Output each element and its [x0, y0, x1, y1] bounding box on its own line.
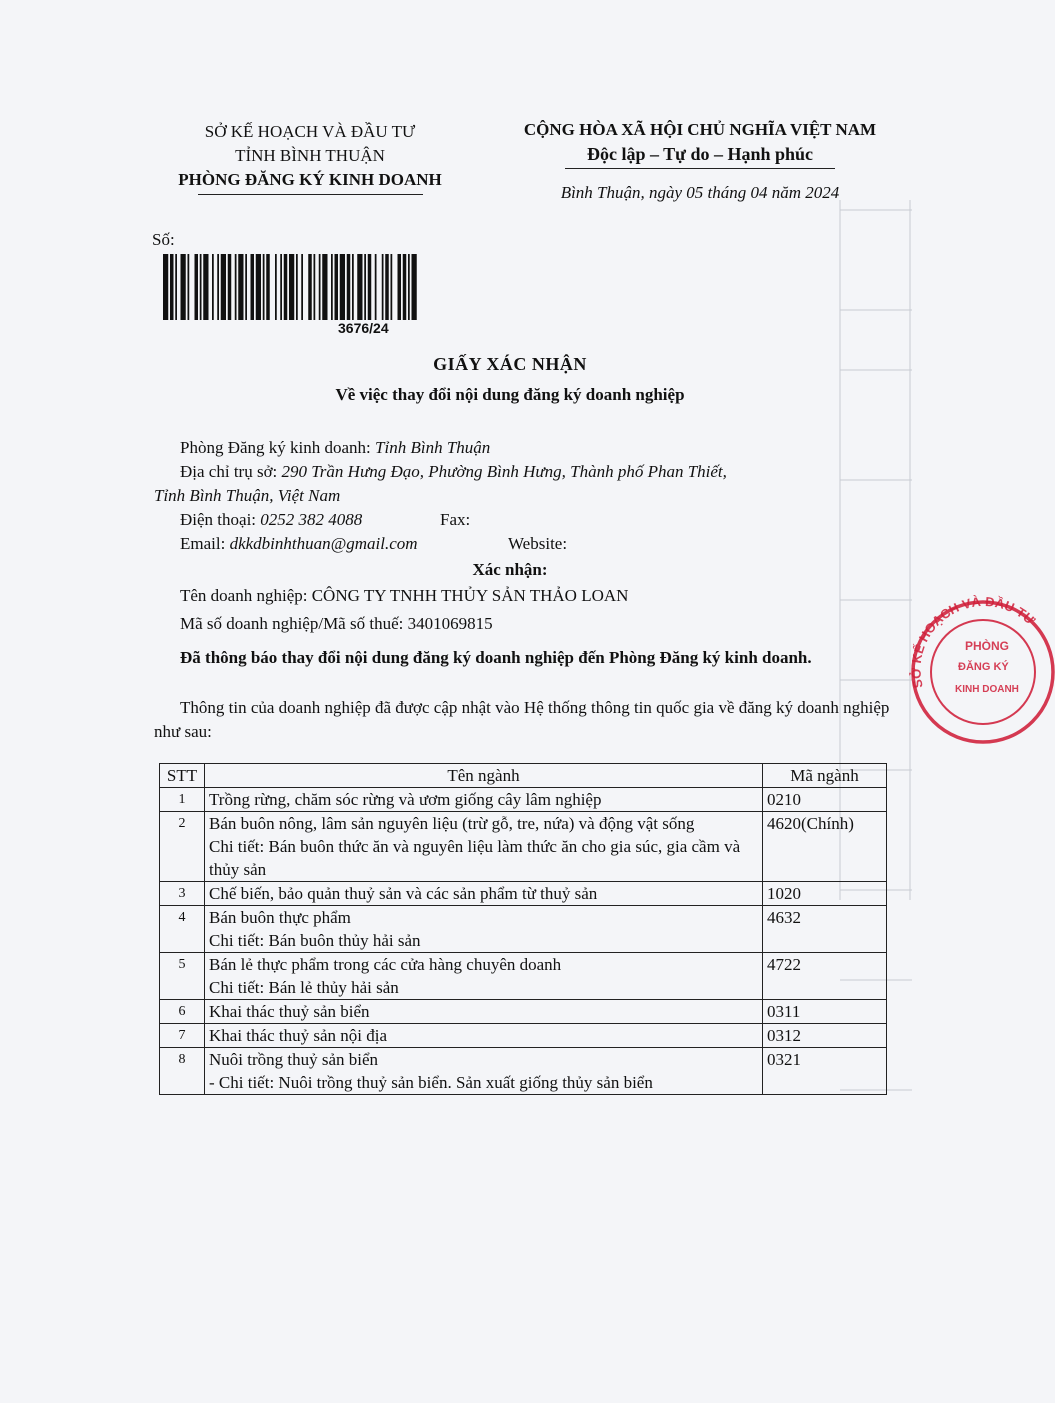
- row-code: 0312: [763, 1024, 887, 1048]
- issue-date: Bình Thuận, ngày 05 tháng 04 năm 2024: [560, 183, 840, 202]
- row-name-cell: [205, 1000, 763, 1024]
- office-email-line: [180, 532, 418, 556]
- office-website-label: Website:: [508, 534, 568, 553]
- barcode-number: 3676/24: [338, 320, 389, 336]
- tax-id-value: 3401069815: [407, 614, 493, 633]
- stamp-text-2: ĐĂNG KÝ: [958, 661, 1009, 673]
- row-stt: 1: [160, 788, 205, 812]
- table-row: [160, 882, 887, 906]
- row-name: Bán buôn thực phẩm: [209, 908, 351, 927]
- row-stt: 6: [160, 1000, 205, 1024]
- tax-id-line: [180, 612, 493, 636]
- motto-underline: [565, 168, 835, 169]
- office-address-value-cont: Tỉnh Bình Thuận, Việt Nam: [154, 486, 341, 505]
- office-email-value: dkkdbinhthuan@gmail.com: [229, 534, 418, 553]
- row-name-cell: [205, 1048, 763, 1095]
- document-subtitle: Về việc thay đổi nội dung đăng ký doanh nghiệp: [335, 385, 685, 404]
- office-name-line: [180, 436, 490, 460]
- office-name-label: Phòng Đăng ký kinh doanh:: [180, 438, 371, 457]
- row-name: Bán lẻ thực phẩm trong các cửa hàng chuyên doanh: [209, 955, 562, 974]
- issuer-line3: PHÒNG ĐĂNG KÝ KINH DOANH: [178, 170, 442, 189]
- row-stt: 5: [160, 953, 205, 1000]
- office-email-label: Email:: [180, 534, 226, 553]
- business-lines-table: [159, 763, 887, 1095]
- office-address-value: 290 Trần Hưng Đạo, Phường Bình Hưng, Thành phố Phan Thiết,: [281, 462, 727, 481]
- row-detail: - Chi tiết: Nuôi trồng thuỷ sản biển. Sản xuất giống thủy sản biển: [209, 1073, 653, 1092]
- row-name: Bán buôn nông, lâm sản nguyên liệu (trừ gỗ, tre, nứa) và động vật sống: [209, 814, 695, 833]
- table-row: [160, 1024, 887, 1048]
- row-stt: 3: [160, 882, 205, 906]
- row-detail: Chi tiết: Bán buôn thủy hải sản: [209, 931, 421, 950]
- row-name-cell: [205, 788, 763, 812]
- header-name: Tên ngành: [205, 764, 763, 788]
- row-name-cell: [205, 882, 763, 906]
- row-detail: Chi tiết: Bán lẻ thủy hải sản: [209, 978, 399, 997]
- office-address-label: Địa chỉ trụ sở:: [180, 462, 278, 481]
- table-row: [160, 788, 887, 812]
- row-name: Khai thác thuỷ sản nội địa: [209, 1026, 387, 1045]
- issuer-underline: [198, 194, 423, 195]
- row-stt: 7: [160, 1024, 205, 1048]
- info-paragraph: Thông tin của doanh nghiệp đã được cập nhật vào Hệ thống thông tin quốc gia về đăng ký doanh nghiệp như sau:: [154, 698, 890, 741]
- row-code: 4632: [763, 906, 887, 953]
- table-body: [160, 788, 887, 1095]
- national-header: [500, 118, 900, 205]
- row-code: 4620(Chính): [763, 812, 887, 882]
- header-code: Mã ngành: [763, 764, 887, 788]
- document-number-label: Số:: [152, 230, 175, 249]
- confirm-heading: Xác nhận:: [472, 560, 548, 579]
- notice-paragraph: Đã thông báo thay đổi nội dung đăng ký doanh nghiệp đến Phòng Đăng ký kinh doanh.: [180, 648, 812, 667]
- office-phone-value: 0252 382 4088: [260, 510, 363, 529]
- issuer-header: [150, 120, 470, 195]
- issuer-line2: TỈNH BÌNH THUẬN: [235, 146, 385, 165]
- office-phone-line: [180, 508, 580, 532]
- national-title: CỘNG HÒA XÃ HỘI CHỦ NGHĨA VIỆT NAM: [523, 120, 877, 139]
- table-row: [160, 953, 887, 1000]
- header-stt: STT: [160, 764, 205, 788]
- row-stt: 4: [160, 906, 205, 953]
- table-row: [160, 812, 887, 882]
- row-name: Trồng rừng, chăm sóc rừng và ươm giống cây lâm nghiệp: [209, 790, 602, 809]
- office-address-line: [180, 460, 727, 484]
- row-name: Khai thác thuỷ sản biển: [209, 1002, 370, 1021]
- table-row: [160, 906, 887, 953]
- row-detail: Chi tiết: Bán buôn thức ăn và nguyên liệu làm thức ăn cho gia súc, gia cầm và thủy sản: [209, 837, 741, 879]
- row-name-cell: [205, 953, 763, 1000]
- company-name-line: [180, 584, 628, 608]
- office-name-value: Tỉnh Bình Thuận: [375, 438, 491, 457]
- table-row: [160, 1048, 887, 1095]
- row-stt: 2: [160, 812, 205, 882]
- row-stt: 8: [160, 1048, 205, 1095]
- stamp-text-1: PHÒNG: [965, 639, 1010, 653]
- row-code: 4722: [763, 953, 887, 1000]
- row-code: 0321: [763, 1048, 887, 1095]
- company-name-label: Tên doanh nghiệp:: [180, 586, 308, 605]
- national-motto: Độc lập – Tự do – Hạnh phúc: [586, 144, 814, 164]
- issuer-line1: SỞ KẾ HOẠCH VÀ ĐẦU TƯ: [204, 122, 416, 141]
- row-code: 0210: [763, 788, 887, 812]
- row-name: Nuôi trồng thuỷ sản biển: [209, 1050, 379, 1069]
- row-code: 1020: [763, 882, 887, 906]
- row-name-cell: [205, 812, 763, 882]
- table-header-row: [160, 764, 887, 788]
- document-title: GIẤY XÁC NHẬN: [433, 354, 587, 374]
- barcode-image: [163, 254, 516, 320]
- tax-id-label: Mã số doanh nghiệp/Mã số thuế:: [180, 614, 404, 633]
- stamp-ring-text: SỞ KẾ HOẠCH VÀ ĐẦU TƯ: [908, 593, 1039, 690]
- stamp-text-3: KINH DOANH: [955, 684, 1019, 695]
- row-code: 0311: [763, 1000, 887, 1024]
- row-name-cell: [205, 1024, 763, 1048]
- office-phone-label: Điện thoại:: [180, 510, 257, 529]
- row-name-cell: [205, 906, 763, 953]
- company-name-value: CÔNG TY TNHH THỦY SẢN THẢO LOAN: [311, 586, 629, 605]
- official-red-stamp: [905, 592, 1055, 752]
- office-fax-label: Fax:: [440, 510, 471, 529]
- table-row: [160, 1000, 887, 1024]
- row-name: Chế biến, bảo quản thuỷ sản và các sản phẩm từ thuỷ sản: [209, 884, 598, 903]
